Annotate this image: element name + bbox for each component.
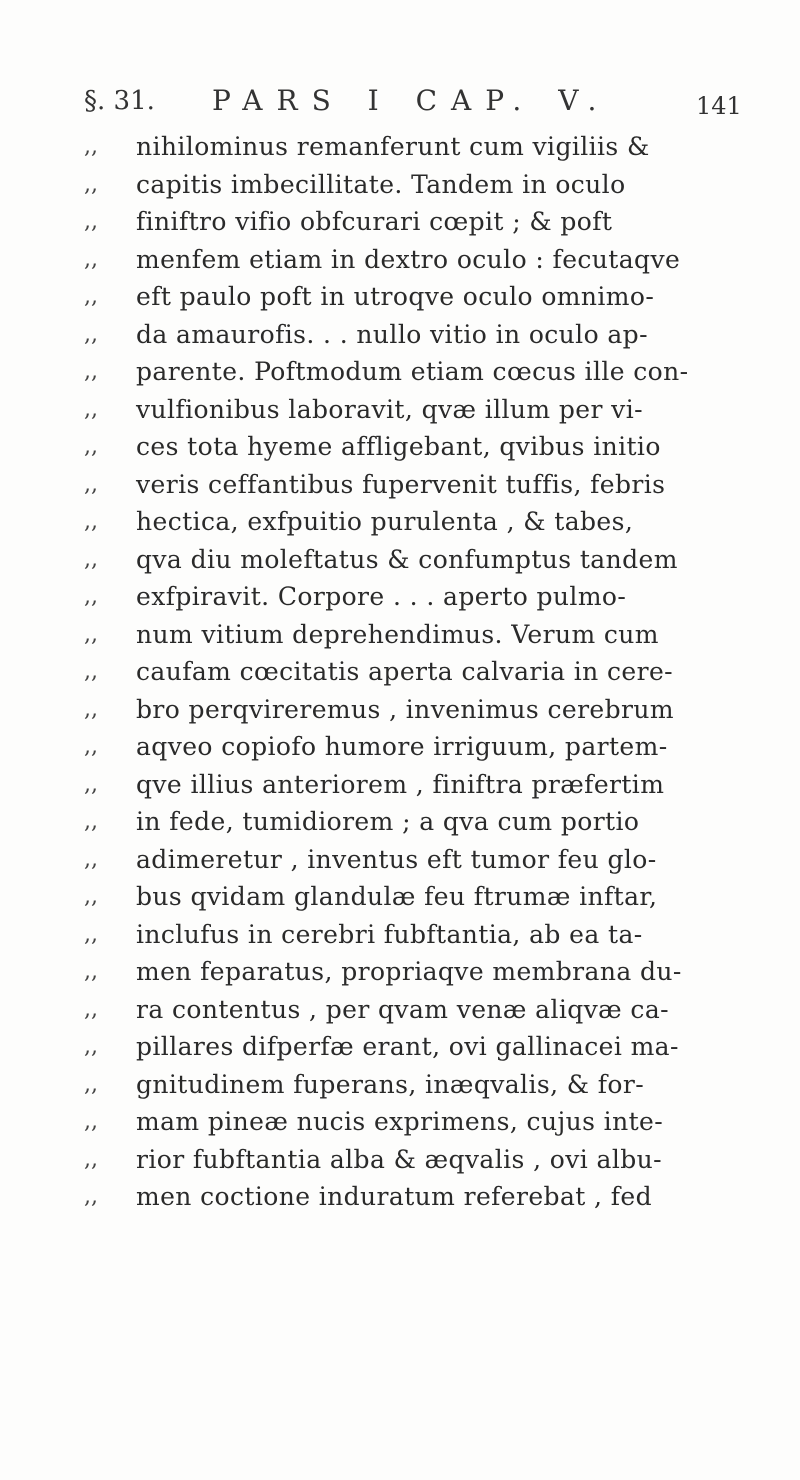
quotation-mark: ,, xyxy=(84,134,98,159)
line-text: eft paulo poft in utroqve oculo omnimo- xyxy=(136,282,655,311)
text-line xyxy=(84,316,764,354)
line-text: ces tota hyeme affligebant, qvibus initio xyxy=(136,432,661,461)
line-text: pillares difperfæ erant, ovi gallinacei ma- xyxy=(136,1032,679,1061)
text-line xyxy=(84,428,764,466)
body-text xyxy=(84,128,764,1216)
text-line xyxy=(84,991,764,1029)
line-text: da amaurofis. . . nullo vitio in oculo ap- xyxy=(136,319,648,349)
line-text: mam pineæ nucis exprimens, cujus inte- xyxy=(136,1107,664,1136)
text-line xyxy=(84,916,764,954)
text-line xyxy=(84,203,764,241)
text-line xyxy=(84,241,764,279)
quotation-mark: ,, xyxy=(84,396,98,422)
page-number: 141 xyxy=(696,92,742,120)
quotation-mark: ,, xyxy=(84,1034,98,1059)
line-text: veris ceffantibus fupervenit tuffis, febris xyxy=(136,469,666,499)
quotation-mark: ,, xyxy=(84,246,98,272)
line-text: qve illius anteriorem , finiftra præfertim xyxy=(136,769,665,799)
line-text: nihilominus remanferunt cum vigiliis & xyxy=(136,132,650,161)
line-text: parente. Poftmodum etiam cœcus ille con- xyxy=(136,357,689,386)
text-line xyxy=(84,841,764,879)
text-line xyxy=(84,166,764,204)
quotation-mark: ,, xyxy=(84,1109,98,1134)
line-text: menfem etiam in dextro oculo : fecutaqve xyxy=(136,244,681,274)
text-line xyxy=(84,1028,764,1066)
line-text: ra contentus , per qvam venæ aliqvæ ca- xyxy=(136,994,669,1024)
text-line xyxy=(84,541,764,579)
line-text: capitis imbecillitate. Tandem in oculo xyxy=(136,169,626,199)
quotation-mark: ,, xyxy=(84,471,98,497)
text-line xyxy=(84,803,764,841)
text-line xyxy=(84,353,764,391)
quotation-mark: ,, xyxy=(84,359,98,384)
quotation-mark: ,, xyxy=(84,959,98,984)
text-line xyxy=(84,1103,764,1141)
text-line xyxy=(84,728,764,766)
quotation-mark: ,, xyxy=(84,509,98,534)
text-line xyxy=(84,503,764,541)
text-line xyxy=(84,278,764,316)
line-text: hectica, exfpuitio purulenta , & tabes, xyxy=(136,507,634,536)
quotation-mark: ,, xyxy=(84,584,98,609)
line-text: bro perqvireremus , invenimus cerebrum xyxy=(136,694,674,724)
quotation-mark: ,, xyxy=(84,734,98,759)
text-line xyxy=(84,766,764,804)
line-text: vulfionibus laboravit, qvæ illum per vi- xyxy=(136,394,643,424)
text-line xyxy=(84,391,764,429)
text-line xyxy=(84,578,764,616)
quotation-mark: ,, xyxy=(84,546,98,572)
line-text: gnitudinem fuperans, inæqvalis, & for- xyxy=(136,1069,645,1099)
running-head xyxy=(84,84,742,124)
text-line xyxy=(84,128,764,166)
line-text: adimeretur , inventus eft tumor feu glo- xyxy=(136,844,657,874)
quotation-mark: ,, xyxy=(84,846,98,872)
quotation-mark: ,, xyxy=(84,621,98,647)
line-text: men coctione induratum referebat , fed xyxy=(136,1182,652,1211)
quotation-mark: ,, xyxy=(84,1184,98,1209)
quotation-mark: ,, xyxy=(84,434,98,459)
section-number: §. 31. xyxy=(84,86,155,116)
quotation-mark: ,, xyxy=(84,321,98,347)
text-line xyxy=(84,1066,764,1104)
quotation-mark: ,, xyxy=(84,1071,98,1097)
quotation-mark: ,, xyxy=(84,996,98,1022)
quotation-mark: ,, xyxy=(84,171,98,197)
text-line xyxy=(84,1178,764,1216)
line-text: in fede, tumidiorem ; a qva cum portio xyxy=(136,807,640,836)
text-line xyxy=(84,1141,764,1179)
line-text: men feparatus, propriaqve membrana du- xyxy=(136,957,682,986)
quotation-mark: ,, xyxy=(84,1146,98,1172)
quotation-mark: ,, xyxy=(84,696,98,722)
quotation-mark: ,, xyxy=(84,884,98,909)
line-text: exfpiravit. Corpore . . . aperto pulmo- xyxy=(136,582,627,611)
running-title: PARS I CAP. V. xyxy=(212,84,611,117)
text-line xyxy=(84,466,764,504)
text-line xyxy=(84,691,764,729)
line-text: rior fubftantia alba & æqvalis , ovi albu- xyxy=(136,1144,662,1174)
quotation-mark: ,, xyxy=(84,209,98,234)
quotation-mark: ,, xyxy=(84,809,98,834)
line-text: finiftro vifio obfcurari cœpit ; & poft xyxy=(136,207,613,236)
line-text: num vitium deprehendimus. Verum cum xyxy=(136,619,659,649)
quotation-mark: ,, xyxy=(84,921,98,947)
line-text: inclufus in cerebri fubftantia, ab ea ta- xyxy=(136,919,643,949)
line-text: caufam cœcitatis aperta calvaria in cere- xyxy=(136,657,674,686)
line-text: bus qvidam glandulæ feu ftrumæ inftar, xyxy=(136,882,658,911)
quotation-mark: ,, xyxy=(84,284,98,309)
text-line xyxy=(84,953,764,991)
quotation-mark: ,, xyxy=(84,771,98,797)
line-text: qva diu moleftatus & confumptus tandem xyxy=(136,544,678,574)
text-line xyxy=(84,653,764,691)
text-line xyxy=(84,616,764,654)
line-text: aqveo copiofo humore irriguum, partem- xyxy=(136,732,668,761)
text-line xyxy=(84,878,764,916)
quotation-mark: ,, xyxy=(84,659,98,684)
